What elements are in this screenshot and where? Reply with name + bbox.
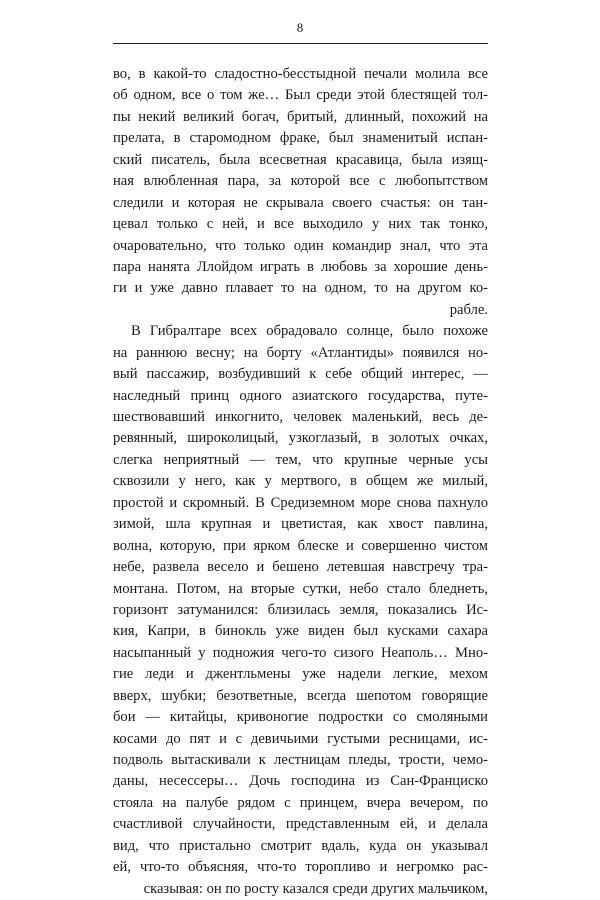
text-line: сказывая: он по росту казался среди других мальчиком, (143, 880, 488, 897)
text-line: очаровательно, что только один командир знал, что эта (113, 237, 488, 254)
text-line: стояла на палубе рядом с принцем, вчера вечером, по (113, 794, 488, 811)
text-line: вверх, шубки; безответные, всегда шепотом говорящие (113, 687, 488, 704)
text-line: ная влюбленная пара, за которой все с любопытством (113, 173, 488, 190)
text-line: пы некий великий богач, бритый, длинный, похожий на (113, 108, 488, 125)
text-line: ревянный, широколицый, узкоглазый, в золотых очках, (113, 430, 488, 447)
text-line: бои — китайцы, кривоногие подростки со смоляными (113, 709, 488, 726)
text-line: во, в какой-то сладостно-бесстыдной печали молила все (113, 66, 488, 82)
text-line: ский писатель, была всесветная красавица, была изящ- (113, 151, 488, 168)
text-line: простой и скромный. В Средиземном море снова пахнуло (113, 494, 488, 511)
header-rule (113, 43, 488, 44)
text-line: прелата, в старомодном фраке, был знаменитый испан- (113, 130, 488, 147)
paragraph (113, 321, 488, 900)
text-line: рабле. (449, 301, 488, 318)
text-line: слегка неприятный — тем, что крупные черные усы (113, 451, 488, 468)
text-line: небе, развела весело и бешено летевшая навстречу тра- (113, 559, 488, 576)
text-line: насыпанный у подножия чего-то сизого Неаполь… Мно- (113, 644, 488, 661)
text-line: подволь вытаскивали к лестницам пледы, трости, чемо- (113, 752, 488, 768)
text-line: вид, что пристально смотрит вдаль, куда он указывал (113, 837, 488, 854)
text-line: пара нанята Ллойдом играть в любовь за хорошие день- (113, 258, 488, 275)
text-line: шествовавший инкогнито, человек маленький, весь де- (113, 409, 488, 425)
text-line: ги и уже давно плавает то на одном, то на другом ко- (113, 280, 488, 297)
text-line: горизонт затуманился: близилась земля, показались Ис- (113, 601, 488, 618)
text-line: следили и которая не скрывала своего счастья: он тан- (113, 194, 488, 211)
text-line: зимой, шла крупная и цветистая, как хвост павлина, (113, 516, 488, 533)
text-line: гие леди и джентльмены уже надели легкие, мехом (113, 666, 488, 683)
text-line: об одном, все о том же… Был среди этой блестящей тол- (113, 87, 488, 104)
text-line: кия, Капри, в бинокль уже виден был кусками сахара (113, 623, 488, 640)
body-text (113, 64, 488, 900)
text-line: ей, что-то объясняя, что-то торопливо и негромко рас- (113, 859, 488, 876)
text-line: сквозили у него, как у мертвого, в общем же милый, (113, 473, 488, 490)
page-number: 8 (296, 20, 304, 35)
text-line: наследный принц одного азиатского государства, путе- (113, 387, 488, 404)
paragraph (113, 64, 488, 321)
text-line: вый пассажир, возбудивший к себе общий интерес, — (113, 366, 488, 383)
text-line: монтана. Потом, на вторые сутки, небо стало бледнеть, (113, 580, 488, 597)
text-line: В Гибралтаре всех обрадовало солнце, было похоже (131, 323, 488, 340)
text-line: на раннюю весну; на борту «Атлантиды» появился но- (113, 344, 488, 361)
text-line: волна, которую, при ярком блеске и совершенно чистом (113, 537, 488, 554)
text-line: даны, несессеры… Дочь господина из Сан-Франциско (113, 773, 488, 790)
text-line: цевал только с ней, и все выходило у них так тонко, (113, 216, 488, 233)
text-line: косами до пят и с девичьими густыми ресницами, ис- (113, 730, 488, 747)
text-line: счастливой случайности, представленным ей, и делала (113, 816, 488, 833)
